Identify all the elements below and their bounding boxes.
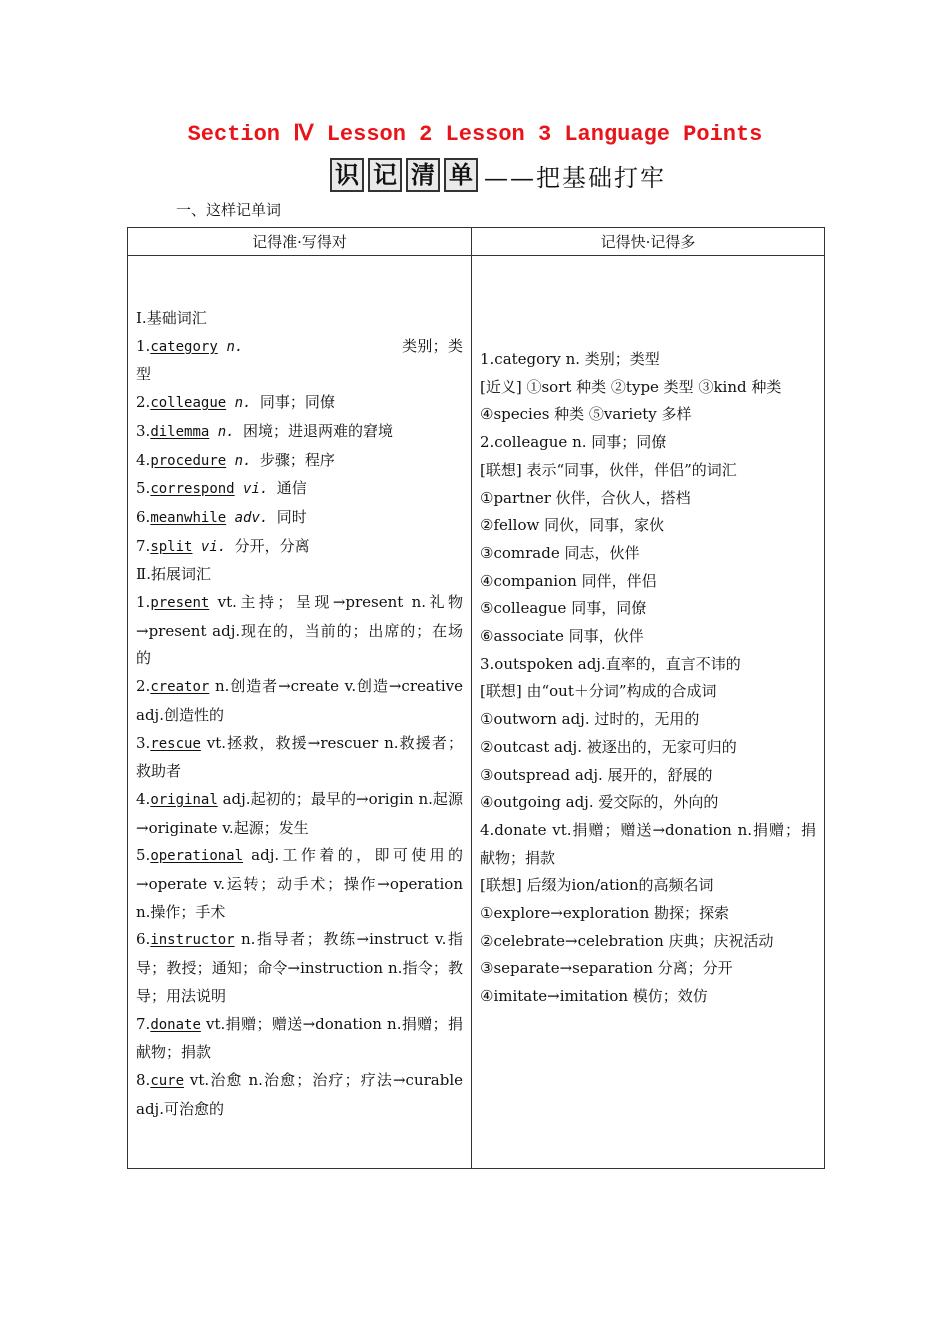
header-right: 记得快·记得多 bbox=[472, 228, 825, 256]
vocab-word: cure bbox=[150, 1072, 185, 1089]
extended-heading: Ⅱ.拓展词汇 bbox=[136, 565, 211, 584]
memory-tip-line: ②fellow 同伙，同事，家伙 bbox=[480, 516, 665, 535]
memory-tip-line: 1.category n. 类别；类型 bbox=[480, 350, 660, 368]
memory-tip-line: ④species 种类 ⑤variety 多样 bbox=[480, 405, 692, 424]
extended-word-item bbox=[136, 589, 463, 673]
memory-tip-line: [近义] ①sort 种类 ②type 类型 ③kind 种类 bbox=[480, 377, 782, 396]
right-column bbox=[472, 256, 824, 1011]
word-derivations: vt.拯救，救援→rescuer n.救援者；救助者 bbox=[136, 733, 463, 781]
part-of-speech: n. bbox=[217, 338, 253, 355]
vocab-word: procedure bbox=[150, 452, 227, 469]
memory-tip-line: ③outspread adj. 展开的，舒展的 bbox=[480, 765, 713, 784]
basic-word-item bbox=[136, 475, 463, 504]
page-title: Section Ⅳ Lesson 2 Lesson 3 Language Points bbox=[187, 122, 763, 147]
part-of-speech: n. bbox=[226, 395, 260, 412]
part-of-speech: vi. bbox=[192, 538, 235, 555]
item-number: 8. bbox=[136, 1070, 151, 1089]
part-of-speech: adv. bbox=[226, 509, 277, 526]
extended-list bbox=[136, 589, 463, 1123]
memory-tip-line: ①partner 伙伴，合伙人，搭档 bbox=[480, 488, 691, 507]
word-derivations: vt.捐赠；赠送→donation n.捐赠；捐献物；捐款 bbox=[136, 1014, 463, 1062]
vocab-word: creator bbox=[150, 679, 210, 696]
extended-word-item bbox=[136, 1067, 463, 1123]
item-number: 3. bbox=[136, 421, 151, 440]
table-body-row bbox=[128, 256, 825, 1169]
item-number: 3. bbox=[136, 733, 151, 752]
memory-tip-line: ⑤colleague 同事，同僚 bbox=[480, 599, 647, 618]
banner-box-2: 记 bbox=[368, 158, 402, 192]
basic-word-item bbox=[136, 504, 463, 533]
word-meaning: 类别；类型 bbox=[136, 336, 463, 384]
word-derivations: adj.起初的；最早的→origin n.起源→originate v.起源；发生 bbox=[136, 789, 463, 837]
word-derivations: n.指导者；教练→instruct v.指导；教授；通知；命令→instruction n.指令；教导；用法说明 bbox=[136, 930, 463, 1005]
memory-tip-line: ⑥associate 同事，伙伴 bbox=[480, 627, 644, 646]
memory-tip-line: [联想] 由“out＋分词”构成的合成词 bbox=[480, 682, 717, 701]
vocab-word: meanwhile bbox=[150, 509, 227, 526]
item-number: 6. bbox=[136, 507, 151, 526]
memory-tip-line: [联想] 表示“同事，伙伴，伴侣”的词汇 bbox=[480, 460, 737, 479]
word-meaning: 步骤；程序 bbox=[259, 450, 335, 469]
item-number: 7. bbox=[136, 536, 151, 555]
left-cell bbox=[128, 256, 472, 1169]
extended-word-item bbox=[136, 786, 463, 842]
memory-tip-line: ③separate→separation 分离；分开 bbox=[480, 959, 733, 978]
extended-word-item bbox=[136, 730, 463, 786]
memory-tip-line: ③comrade 同志，伙伴 bbox=[480, 543, 640, 562]
word-derivations: n.创造者→create v.创造→creative adj.创造性的 bbox=[136, 677, 463, 724]
section-heading: 一、这样记单词 bbox=[176, 201, 282, 219]
vocab-word: present bbox=[150, 595, 210, 612]
vocab-word: correspond bbox=[150, 481, 235, 498]
item-number: 6. bbox=[136, 930, 151, 949]
memory-tip-line: 2.colleague n. 同事；同僚 bbox=[480, 433, 667, 452]
item-number: 7. bbox=[136, 1014, 151, 1033]
item-number: 4. bbox=[136, 450, 151, 469]
word-meaning: 通信 bbox=[276, 479, 307, 498]
word-derivations: vt.治愈 n.治愈；治疗；疗法→curable adj.可治愈的 bbox=[136, 1070, 463, 1118]
basic-list bbox=[136, 333, 463, 562]
item-number: 5. bbox=[136, 479, 151, 498]
extended-word-item bbox=[136, 842, 463, 926]
item-number: 4. bbox=[136, 789, 151, 808]
vocabulary-table bbox=[127, 227, 825, 1169]
word-derivations: adj.工作着的，即可使用的→operate v.运转；动手术；操作→operation n.操作；手术 bbox=[136, 846, 463, 921]
item-number: 1. bbox=[136, 593, 151, 612]
vocab-word: donate bbox=[150, 1016, 201, 1033]
basic-word-item bbox=[136, 533, 463, 562]
section-banner bbox=[330, 158, 666, 192]
right-cell bbox=[472, 256, 825, 1169]
extended-word-item bbox=[136, 1011, 463, 1067]
memory-tip-line: [联想] 后缀为ion/ation的高频名词 bbox=[480, 876, 714, 895]
basic-word-item bbox=[136, 418, 463, 447]
memory-tip-line: 3.outspoken adj.直率的，直言不讳的 bbox=[480, 654, 741, 673]
header-left: 记得准·写得对 bbox=[128, 228, 472, 256]
memory-tip-line: ④imitate→imitation 模仿；效仿 bbox=[480, 987, 708, 1006]
vocab-word: category bbox=[150, 338, 218, 355]
memory-tip-line: ①outworn adj. 过时的，无用的 bbox=[480, 710, 700, 729]
banner-box-3: 清 bbox=[406, 158, 440, 192]
word-meaning: 同时 bbox=[276, 507, 307, 526]
extended-word-item bbox=[136, 673, 463, 729]
table-header-row bbox=[128, 228, 825, 256]
vocab-word: instructor bbox=[150, 932, 235, 949]
item-number: 5. bbox=[136, 846, 151, 865]
basic-word-item bbox=[136, 389, 463, 418]
banner-box-4: 单 bbox=[444, 158, 478, 192]
banner-box-1: 识 bbox=[330, 158, 364, 192]
memory-tip-line: ②celebrate→celebration 庆典；庆祝活动 bbox=[480, 931, 774, 950]
part-of-speech: n. bbox=[209, 423, 244, 440]
vocab-word: split bbox=[150, 538, 193, 555]
item-number: 1. bbox=[136, 336, 151, 355]
memory-tip-line: ②outcast adj. 被逐出的，无家可归的 bbox=[480, 737, 737, 756]
left-column bbox=[128, 256, 471, 1123]
vocab-word: rescue bbox=[150, 735, 201, 752]
basic-word-item bbox=[136, 447, 463, 476]
item-number: 2. bbox=[136, 393, 151, 412]
memory-tip-line: ④companion 同伴，伴侣 bbox=[480, 571, 657, 590]
part-of-speech: n. bbox=[226, 452, 260, 469]
memory-tip-line: 4.donate vt.捐赠；赠送→donation n.捐赠；捐献物；捐款 bbox=[480, 820, 816, 867]
basic-word-item bbox=[136, 333, 463, 389]
memory-tip-line: ④outgoing adj. 爱交际的，外向的 bbox=[480, 793, 719, 812]
vocab-word: operational bbox=[150, 848, 244, 865]
word-derivations: vt.主持；呈现→present n.礼物→present adj.现在的，当前的；出席的；在场的 bbox=[136, 593, 463, 668]
memory-tip-line: ①explore→exploration 勘探；探索 bbox=[480, 904, 729, 923]
part-of-speech: vi. bbox=[234, 481, 277, 498]
vocab-word: original bbox=[150, 791, 218, 808]
word-meaning: 同事；同僚 bbox=[259, 393, 335, 412]
vocab-word: colleague bbox=[150, 395, 227, 412]
word-meaning: 困境；进退两难的窘境 bbox=[243, 421, 394, 440]
extended-word-item bbox=[136, 926, 463, 1010]
word-meaning: 分开，分离 bbox=[234, 536, 310, 555]
item-number: 2. bbox=[136, 677, 151, 696]
banner-subtitle: ——把基础打牢 bbox=[484, 163, 666, 192]
basic-heading: Ⅰ.基础词汇 bbox=[136, 309, 207, 327]
vocab-word: dilemma bbox=[150, 423, 210, 440]
